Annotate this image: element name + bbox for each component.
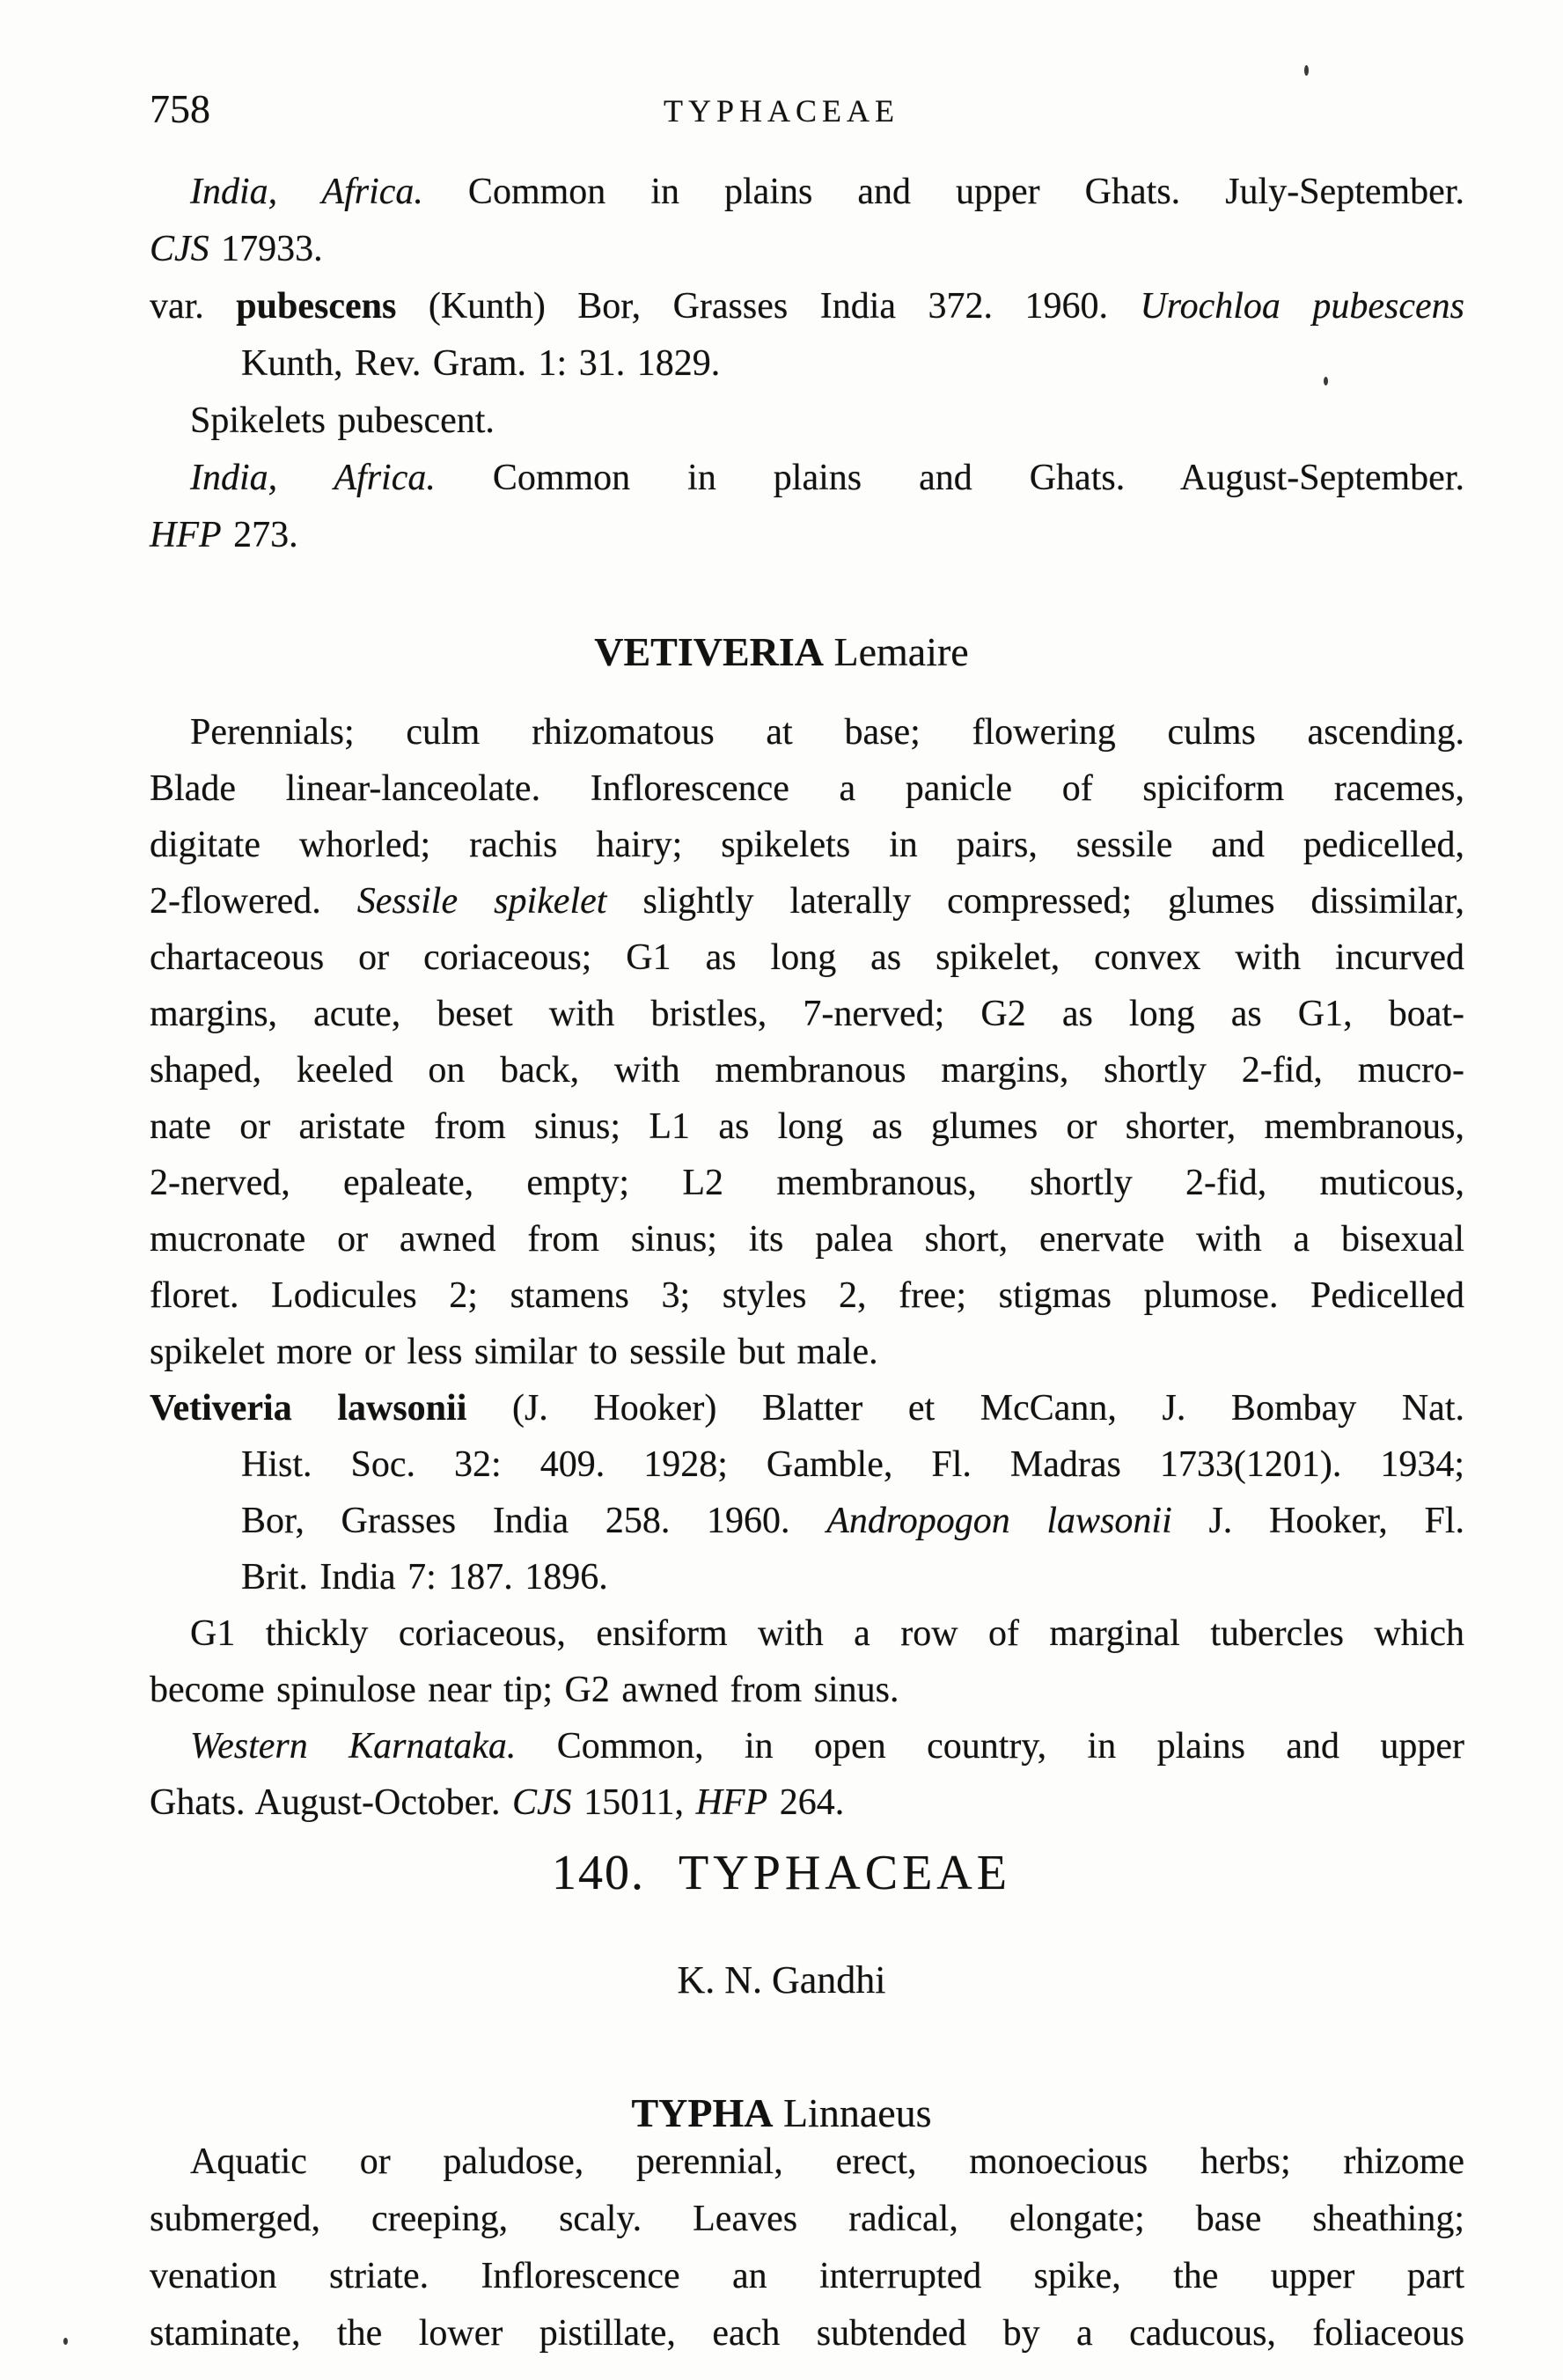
species-citation-vetiveria-lawsonii: [150, 1380, 1464, 1605]
text-line: Aquatic or paludose, perennial, erect, monoecious herbs; rhizome: [190, 2141, 1464, 2182]
vetiveria-description-paragraph: [150, 704, 1464, 1380]
genus-author: Lemaire: [824, 629, 969, 674]
lower-text-column: [150, 2134, 1464, 2362]
text-line: 2-flowered. Sessile spikelet slightly laterally compressed; glumes dissimilar,: [150, 881, 1465, 922]
text-line: India, Africa. Common in plains and Ghats. August-September.: [190, 458, 1464, 498]
g1-note-paragraph: [150, 1605, 1464, 1718]
text-line: Hist. Soc. 32: 409. 1928; Gamble, Fl. Madras 1733(1201). 1934;: [241, 1444, 1464, 1485]
text-line: Vetiveria lawsonii (J. Hooker) Blatter et McCann, J. Bombay Nat.: [150, 1388, 1464, 1429]
main-text-column: [150, 704, 1464, 1831]
text-line: CJS 17933.: [150, 229, 323, 269]
upper-text-column: [150, 164, 1464, 564]
text-line: mucronate or awned from sinus; its palea short, enervate with a bisexual: [150, 1219, 1464, 1260]
genus-author: Linnaeus: [773, 2090, 932, 2135]
family-number: 140.: [552, 1846, 646, 1900]
text-line: floret. Lodicules 2; stamens 3; styles 2, free; stigmas plumose. Pedicelled: [150, 1275, 1464, 1316]
text-line: Perennials; culm rhizomatous at base; flowering culms ascending.: [190, 712, 1464, 753]
text-line: India, Africa. Common in plains and upper Ghats. July-September.: [190, 172, 1464, 212]
text-line: Western Karnataka. Common, in open country, in plains and upper: [190, 1726, 1464, 1767]
family-author: K. N. Gandhi: [677, 1958, 886, 2002]
text-line: Ghats. August-October. CJS 15011, HFP 264.: [150, 1782, 845, 1823]
text-line: staminate, the lower pistillate, each subtended by a caducous, foliaceous: [150, 2313, 1464, 2354]
genus-name: VETIVERIA: [594, 629, 824, 674]
entry-var-pubescens: [150, 278, 1464, 393]
text-line: margins, acute, beset with bristles, 7-nerved; G2 as long as G1, boat-: [150, 994, 1464, 1034]
text-line: HFP 273.: [150, 515, 298, 555]
running-title: TYPHACEAE: [664, 93, 899, 129]
text-line: 2-nerved, epaleate, empty; L2 membranous, shortly 2-fid, muticous,: [150, 1163, 1464, 1203]
family-name: TYPHACEAE: [679, 1846, 1011, 1900]
text-line: spikelet more or less similar to sessile but male.: [150, 1332, 878, 1372]
text-line: become spinulose near tip; G2 awned from sinus.: [150, 1670, 899, 1710]
scan-artifact: [1304, 65, 1309, 76]
text-line: var. pubescens (Kunth) Bor, Grasses India 372. 1960. Urochloa pubescens: [150, 286, 1464, 327]
text-line: shaped, keeled on back, with membranous margins, shortly 2-fid, mucro-: [150, 1050, 1464, 1091]
entry-india-africa-upper: [150, 164, 1464, 278]
text-line: G1 thickly coriaceous, ensiform with a row of marginal tubercles which: [190, 1613, 1464, 1654]
distribution-paragraph: [150, 1718, 1464, 1831]
text-line: nate or aristate from sinus; L1 as long as glumes or shorter, membranous,: [150, 1106, 1464, 1147]
genus-heading-vetiveria: [0, 621, 1563, 683]
text-line: submerged, creeping, scaly. Leaves radical, elongate; base sheathing;: [150, 2199, 1464, 2239]
text-line: Spikelets pubescent.: [190, 400, 495, 441]
page-number: 758: [150, 86, 210, 131]
text-line: Brit. India 7: 187. 1896.: [241, 1557, 608, 1598]
text-line: Blade linear-lanceolate. Inflorescence a panicle of spiciform racemes,: [150, 768, 1464, 809]
typha-description-paragraph: [150, 2134, 1464, 2362]
text-line: Bor, Grasses India 258. 1960. Andropogon lawsonii J. Hooker, Fl.: [241, 1501, 1465, 1541]
entry-spikelets-note: [150, 393, 1464, 450]
family-heading-typhaceae: [0, 1838, 1563, 1908]
running-head: [0, 84, 1563, 137]
text-line: venation striate. Inflorescence an interrupted spike, the upper part: [150, 2256, 1464, 2296]
text-line: digitate whorled; rachis hairy; spikelets in pairs, sessile and pedicelled,: [150, 825, 1464, 865]
entry-india-africa-lower: [150, 450, 1464, 564]
text-line: Kunth, Rev. Gram. 1: 31. 1829.: [241, 343, 721, 384]
text-line: chartaceous or coriaceous; G1 as long as spikelet, convex with incurved: [150, 937, 1464, 978]
genus-name: TYPHA: [631, 2090, 774, 2135]
scan-artifact: [63, 2338, 68, 2345]
